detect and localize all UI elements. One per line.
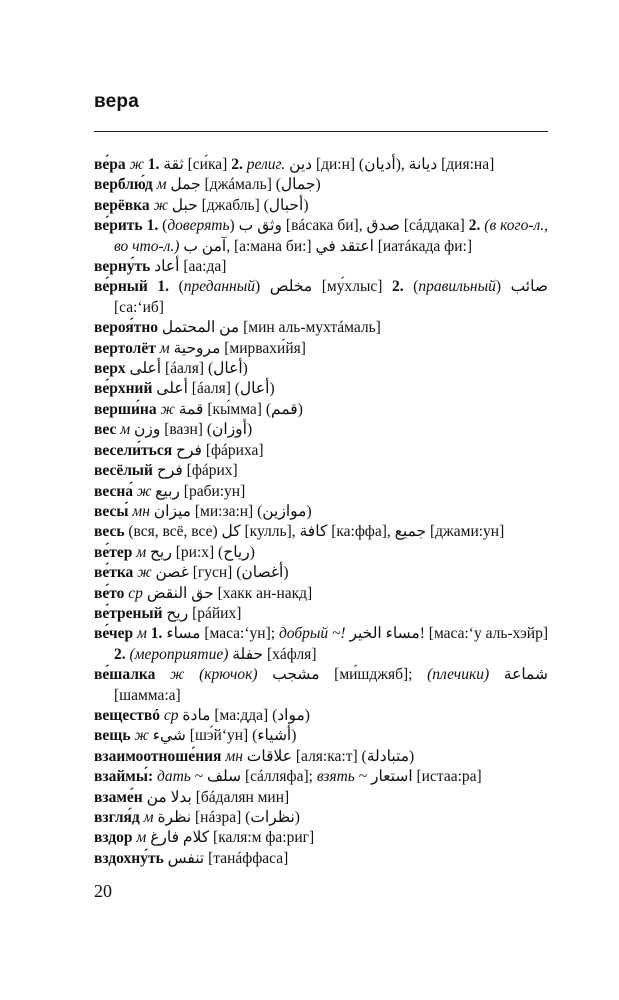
dictionary-entries: [94, 155, 548, 869]
dictionary-entry: верши́на ж قمة [кы́мма] (قمم): [94, 400, 303, 418]
dictionary-entry: вещь ж شيء [шэ́й‘ун] (أشياء): [94, 727, 297, 745]
dictionary-entry: ве́тер м ريح [ри:х] (رياح): [94, 543, 255, 561]
dictionary-entry: вздохну́ть تنفس [танáффаса]: [94, 849, 289, 867]
dictionary-entry: ве́рхний أعلى [áаля] (أعال): [94, 380, 275, 398]
dictionary-entry: весёлый فرح [фáрих]: [94, 462, 238, 480]
dictionary-entry: весели́ться فرح [фáриха]: [94, 441, 264, 459]
dictionary-entry: ве́шалка ж (крючок) مشجب [ми́шджяб]; (плечики) شماعة [шамма:а]: [94, 666, 548, 704]
dictionary-entry: весь (вся, всё, все) كل [кулль], كافة [ка:ффа], جميع [джами:ун]: [94, 523, 505, 541]
dictionary-entry: взаимоотноше́ния мн علاقات [аля:ка:т] (متبادلة): [94, 747, 415, 765]
dictionary-entry: ве́чер м 1. مساء [маса:‘ун]; добрый ~! مساء الخير! [маса:‘у аль-хэйр] 2. (мероприятие) حفلة [хáфля]: [94, 625, 548, 663]
dictionary-entry: ве́тка ж غصن [гусн] (أغصان): [94, 564, 289, 582]
dictionary-entry: верёвка ж حبل [джабль] (أحبال): [94, 196, 309, 214]
dictionary-entry: верблю́д м جمل [джáмаль] (جمال): [94, 176, 321, 194]
dictionary-entry: веществó ср مادة [ма:дда] (مواد): [94, 706, 310, 724]
dictionary-entry: ве́то ср حق النقض [хакк ан-накд]: [94, 584, 313, 602]
dictionary-entry: вес м وزن [вазн] (أوزان): [94, 421, 253, 439]
page-number: 20: [94, 881, 112, 901]
header-rule: [94, 131, 548, 132]
dictionary-entry: вздор м كلام فارغ [каля:м фа:риг]: [94, 829, 315, 847]
dictionary-entry: верх أعلى [áаля] (أعال): [94, 360, 248, 378]
dictionary-entry: ве́треный ريح [рáйих]: [94, 604, 242, 622]
dictionary-entry: вертолёт м مروحية [мирвахи́йя]: [94, 339, 306, 357]
dictionary-entry: ве́ра ж 1. ثقة [си́ка] 2. религ. دين [ди:н] (أديان), ديانة [дия:на]: [94, 156, 495, 173]
dictionary-entry: верну́ть أعاد [аа:да]: [94, 258, 227, 276]
dictionary-entry: вероя́тно من المحتمل [мин аль-мухтáмаль]: [94, 319, 381, 337]
dictionary-entry: весна́ ж ربيع [раби:ун]: [94, 482, 246, 500]
dictionary-entry: взаймы́: дать ~ سلف [сáлляфа]; взять ~ استعار [истаа:ра]: [94, 768, 482, 786]
dictionary-entry: ве́рить 1. (доверять) وثق ب [вáсака би], صدق [сáддака] 2. (в кого-л., во что-л.) آمن ب, [а:мана би:] اعتقد في [иатáкада фи:]: [94, 217, 549, 255]
dictionary-entry: взгля́д м نظرة [нáзра] (نظرات): [94, 809, 300, 826]
dictionary-entry: взаме́н بدلا من [бáдалян мин]: [94, 788, 290, 806]
dictionary-entry: весы́ мн ميزان [ми:за:н] (موازين): [94, 502, 312, 520]
running-head: вера: [94, 91, 139, 112]
dictionary-entry: ве́рный 1. (преданный) مخلص [му́хлыс] 2. (правильный) صائب [са:‘иб]: [94, 278, 548, 316]
